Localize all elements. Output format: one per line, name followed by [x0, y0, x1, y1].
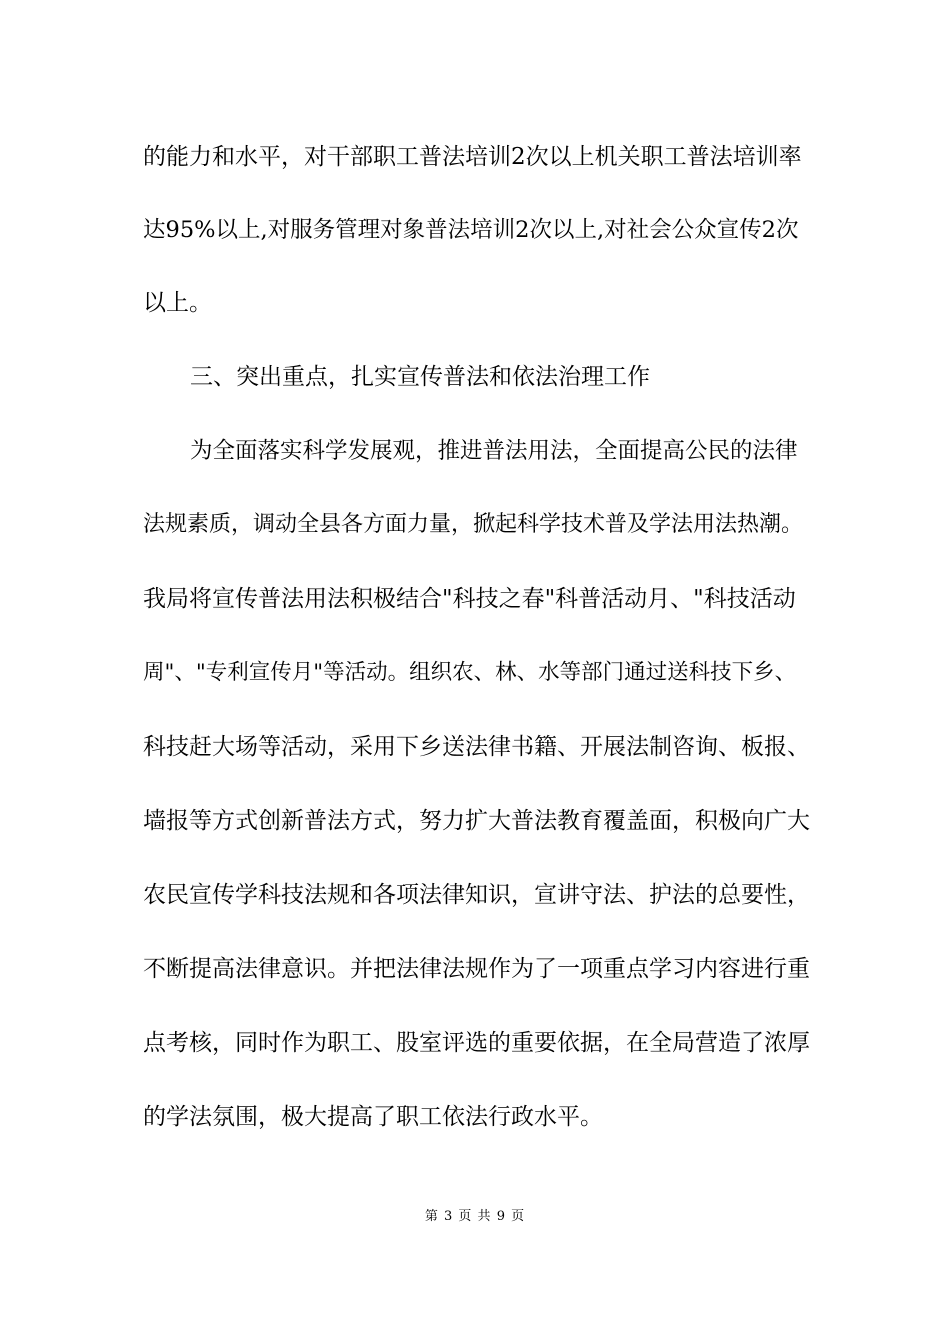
section-heading: 三、突出重点，扎实宣传普法和依法治理工作 — [190, 364, 650, 390]
body-line-14: 的学法氛围，极大提高了职工依法行政水平。 — [143, 1104, 603, 1130]
page-number-footer: 第 3 页 共 9 页 — [424, 1209, 526, 1224]
body-line-12: 不断提高法律意识。并把法律法规作为了一项重点学习内容进行重 — [143, 956, 810, 982]
body-line-1: 的能力和水平，对干部职工普法培训2次以上机关职工普法培训率 — [143, 144, 802, 170]
body-line-6: 法规素质，调动全县各方面力量，掀起科学技术普及学法用法热潮。 — [143, 512, 804, 537]
body-line-3: 以上。 — [143, 290, 212, 316]
body-line-2: 达95%以上,对服务管理对象普法培训2次以上,对社会公众宣传2次 — [143, 217, 799, 243]
body-line-11: 农民宣传学科技法规和各项法律知识，宣讲守法、护法的总要性， — [143, 882, 810, 908]
body-line-10: 墙报等方式创新普法方式，努力扩大普法教育覆盖面，积极向广大 — [143, 808, 810, 834]
body-line-8: 周"、"专利宣传月"等活动。组织农、林、水等部门通过送科技下乡、 — [143, 660, 797, 685]
body-line-5: 为全面落实科学发展观，推进普法用法，全面提高公民的法律 — [190, 438, 798, 464]
body-line-13: 点考核，同时作为职工、股室评选的重要依据，在全局营造了浓厚 — [143, 1030, 810, 1056]
body-line-7: 我局将宣传普法用法积极结合"科技之春"科普活动月、"科技活动 — [143, 586, 796, 612]
body-line-9: 科技赶大场等活动，采用下乡送法律书籍、开展法制咨询、板报、 — [143, 734, 810, 760]
